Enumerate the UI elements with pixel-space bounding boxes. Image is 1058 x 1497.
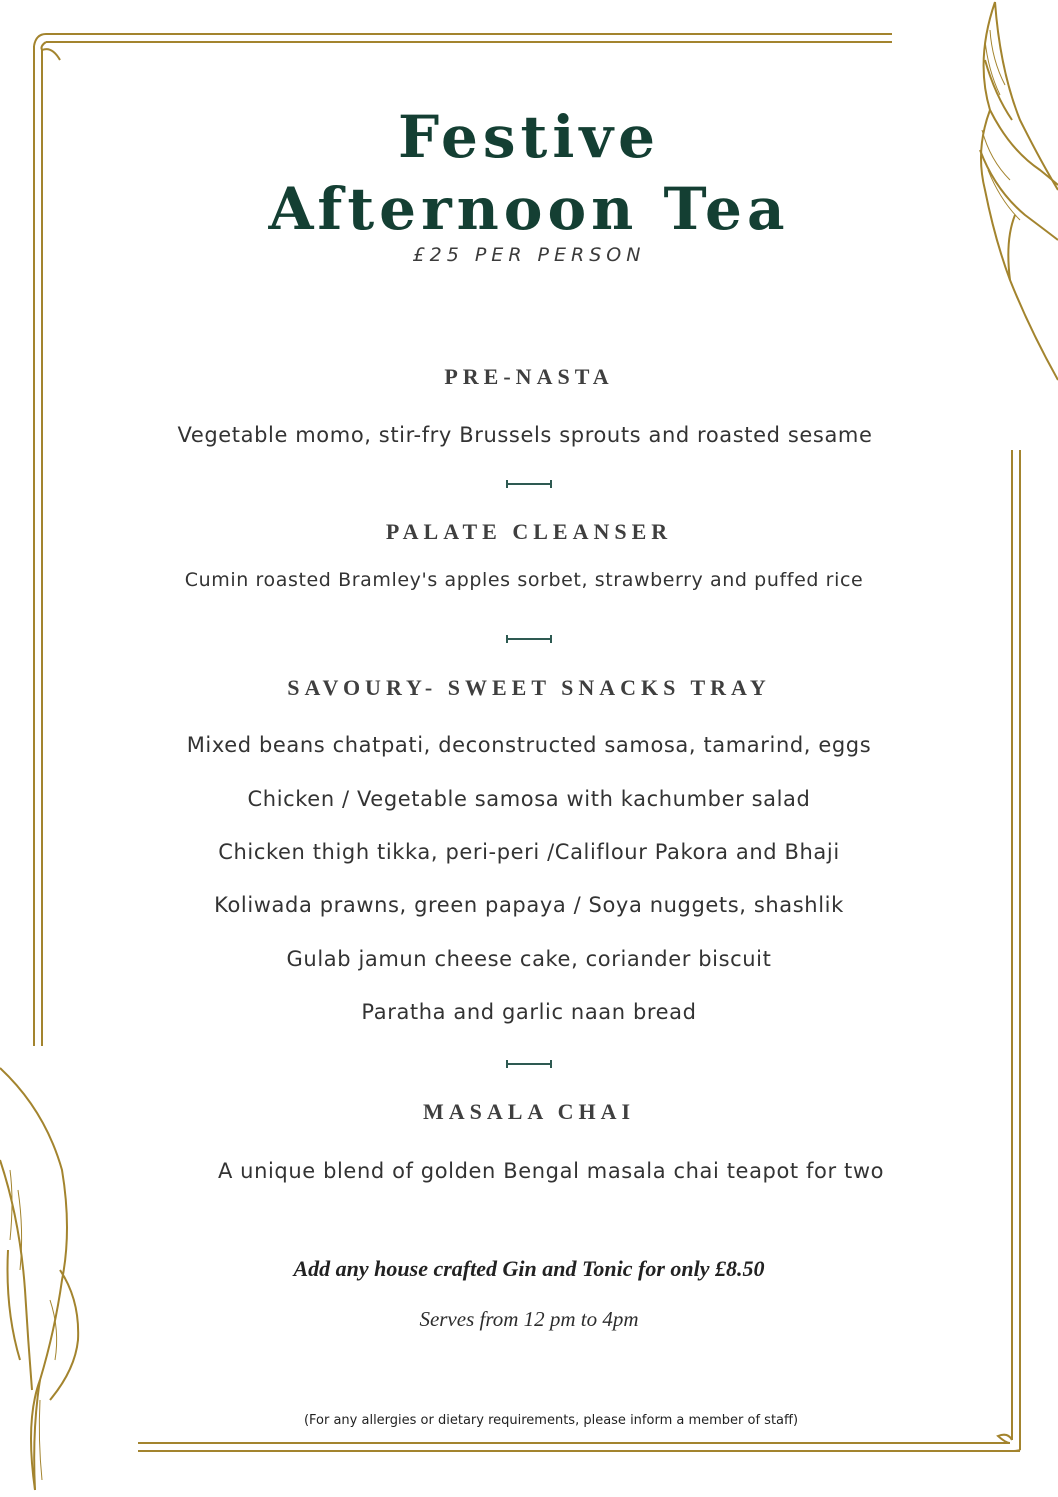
title-line-2: Afternoon Tea (268, 175, 790, 243)
divider (506, 480, 552, 488)
menu-item: Mixed beans chatpati, deconstructed samosa, tamarind, eggs (186, 733, 872, 757)
menu-item: Gulab jamun cheese cake, coriander biscuit (286, 947, 772, 971)
allergy-note: (For any allergies or dietary requirements, please inform a member of staff) (303, 1413, 799, 1428)
title-line-1: Festive (398, 103, 660, 171)
menu-item: Chicken / Vegetable samosa with kachumber salad (247, 787, 811, 811)
divider (506, 1060, 552, 1068)
menu-item: Vegetable momo, stir-fry Brussels sprouts and roasted sesame (177, 423, 873, 447)
serving-hours: Serves from 12 pm to 4pm (419, 1307, 639, 1331)
menu-item: A unique blend of golden Bengal masala chai teapot for two (217, 1159, 885, 1183)
menu-item: Cumin roasted Bramley's apples sorbet, strawberry and puffed rice (184, 569, 864, 591)
section-title-masala-chai: MASALA CHAI (422, 1099, 636, 1124)
menu-item: Chicken thigh tikka, peri-peri /Califlour Pakora and Bhaji (218, 840, 840, 864)
section-title-snacks-tray: SAVOURY- SWEET SNACKS TRAY (287, 675, 771, 700)
price-per-person: £25 PER PERSON (412, 244, 646, 266)
menu-item: Koliwada prawns, green papaya / Soya nuggets, shashlik (214, 893, 844, 917)
section-title-pre-nasta: PRE-NASTA (444, 364, 614, 389)
section-title-palate-cleanser: PALATE CLEANSER (385, 519, 673, 544)
divider (506, 635, 552, 643)
gin-tonic-offer: Add any house crafted Gin and Tonic for only £8.50 (293, 1256, 765, 1281)
menu-item: Paratha and garlic naan bread (361, 1000, 697, 1024)
